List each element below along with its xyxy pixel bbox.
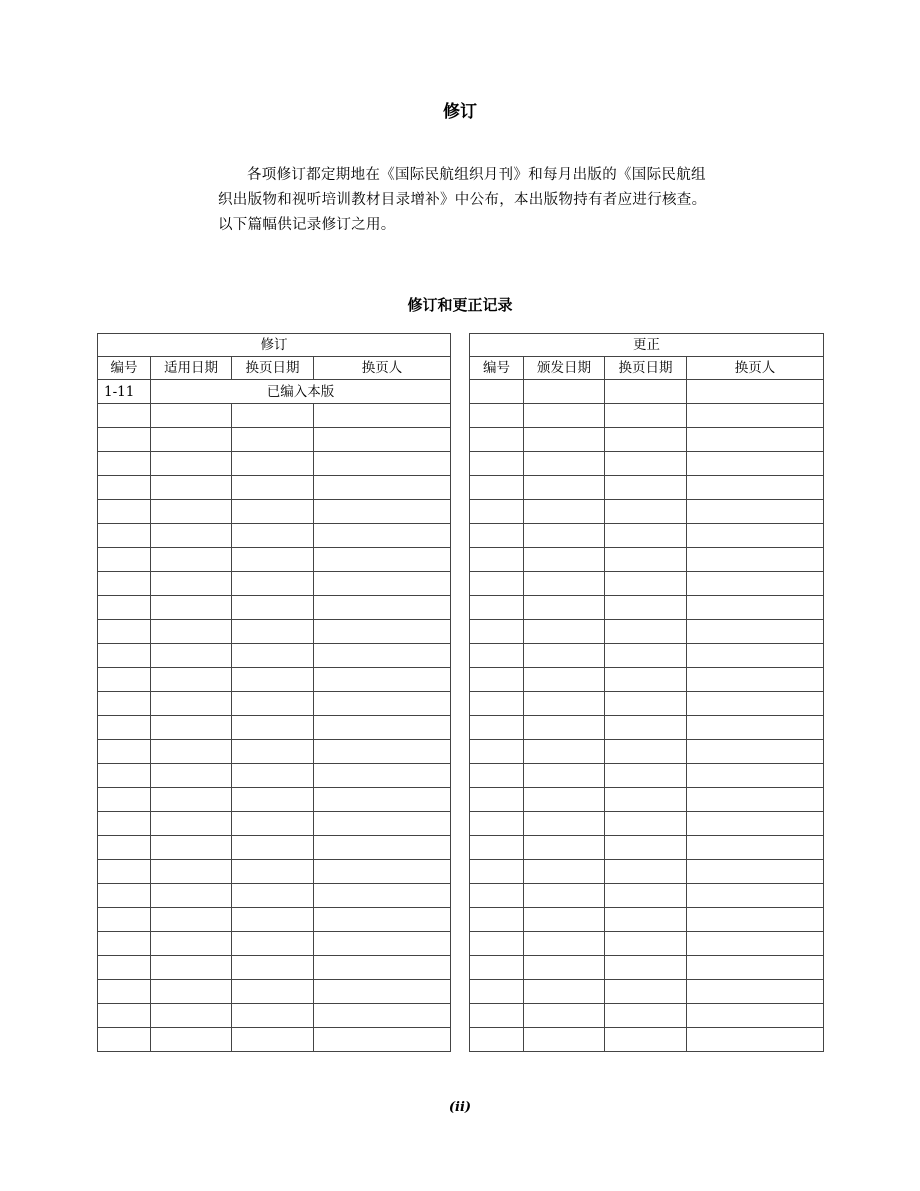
table-cell [687, 812, 824, 836]
table-cell [314, 500, 451, 524]
table-cell [151, 476, 232, 500]
table-cell [314, 524, 451, 548]
table-row [98, 644, 451, 668]
table-row [470, 620, 824, 644]
table-cell [151, 620, 232, 644]
table-cell [605, 980, 687, 1004]
table-cell [314, 1004, 451, 1028]
table-cell [232, 524, 314, 548]
table-cell [687, 548, 824, 572]
table-cell [524, 500, 605, 524]
column-header: 适用日期 [151, 357, 232, 380]
table-row [470, 764, 824, 788]
table-row [98, 1004, 451, 1028]
table-cell [151, 716, 232, 740]
table-row [98, 620, 451, 644]
table-cell [232, 428, 314, 452]
table-row [470, 932, 824, 956]
table-cell [470, 788, 524, 812]
table-row [98, 500, 451, 524]
table-cell [524, 668, 605, 692]
table-row [98, 956, 451, 980]
table-cell [314, 956, 451, 980]
table-cell [687, 932, 824, 956]
table-cell [98, 788, 151, 812]
table-row [470, 740, 824, 764]
table-cell [470, 620, 524, 644]
table-row [98, 452, 451, 476]
table-row [470, 1004, 824, 1028]
table-row [470, 596, 824, 620]
table-row [98, 884, 451, 908]
table-cell [98, 716, 151, 740]
table-cell [314, 572, 451, 596]
table-cell [98, 884, 151, 908]
table-cell [98, 404, 151, 428]
table-row [98, 668, 451, 692]
table-cell [98, 908, 151, 932]
table-cell [605, 620, 687, 644]
table-cell [232, 908, 314, 932]
table-cell [314, 908, 451, 932]
table-cell [470, 476, 524, 500]
table-row [98, 380, 451, 404]
table-cell [232, 476, 314, 500]
table-cell [605, 500, 687, 524]
amendments-column-row [98, 357, 451, 380]
table-cell [470, 812, 524, 836]
table-row [470, 548, 824, 572]
table-cell [151, 404, 232, 428]
table-cell [232, 452, 314, 476]
table-cell [524, 620, 605, 644]
table-cell [314, 980, 451, 1004]
table-cell [470, 524, 524, 548]
table-cell [98, 572, 151, 596]
table-cell [605, 548, 687, 572]
column-header: 换页日期 [605, 357, 687, 380]
table-cell [232, 1028, 314, 1052]
table-row [98, 596, 451, 620]
table-cell [470, 380, 524, 404]
table-row [470, 980, 824, 1004]
table-row [98, 740, 451, 764]
table-cell [687, 452, 824, 476]
table-cell [314, 812, 451, 836]
table-cell [524, 692, 605, 716]
table-row [98, 476, 451, 500]
table-cell [687, 524, 824, 548]
table-cell [470, 596, 524, 620]
table-cell [687, 788, 824, 812]
table-row [470, 380, 824, 404]
table-cell [98, 740, 151, 764]
table-cell [314, 836, 451, 860]
table-cell [232, 644, 314, 668]
table-cell [470, 572, 524, 596]
table-cell [605, 836, 687, 860]
table-cell [687, 644, 824, 668]
table-cell [605, 428, 687, 452]
table-cell [151, 884, 232, 908]
table-cell [98, 1004, 151, 1028]
table-cell [605, 476, 687, 500]
table-cell [151, 788, 232, 812]
table-row [98, 716, 451, 740]
table-row [98, 692, 451, 716]
table-cell [470, 860, 524, 884]
table-cell [524, 524, 605, 548]
table-cell [687, 956, 824, 980]
table-cell [232, 716, 314, 740]
table-row [470, 908, 824, 932]
table-cell [687, 908, 824, 932]
table-cell [687, 860, 824, 884]
table-cell [98, 812, 151, 836]
table-cell [687, 884, 824, 908]
record-subtitle: 修订和更正记录 [407, 296, 513, 314]
table-cell [314, 404, 451, 428]
table-row [98, 764, 451, 788]
table-cell [687, 740, 824, 764]
table-cell [524, 1004, 605, 1028]
table-cell [605, 380, 687, 404]
page-title: 修订 [443, 102, 477, 122]
table-cell [470, 932, 524, 956]
table-cell [98, 644, 151, 668]
table-cell [524, 740, 605, 764]
table-cell [232, 860, 314, 884]
table-cell [470, 1028, 524, 1052]
table-cell [151, 524, 232, 548]
table-cell [687, 620, 824, 644]
table-cell [605, 764, 687, 788]
table-cell [605, 572, 687, 596]
table-cell [232, 620, 314, 644]
table-cell [151, 764, 232, 788]
table-cell [524, 476, 605, 500]
table-row [470, 716, 824, 740]
table-cell [470, 980, 524, 1004]
table-cell [314, 884, 451, 908]
table-cell [151, 860, 232, 884]
table-row [470, 860, 824, 884]
table-cell [151, 428, 232, 452]
table-cell [314, 1028, 451, 1052]
table-cell [524, 980, 605, 1004]
table-cell [314, 668, 451, 692]
table-cell [687, 596, 824, 620]
corrigenda-heading-row [470, 334, 824, 357]
table-cell [98, 620, 151, 644]
column-header: 换页日期 [232, 357, 314, 380]
table-cell [470, 908, 524, 932]
table-cell [151, 452, 232, 476]
table-cell [524, 644, 605, 668]
table-row [98, 836, 451, 860]
table-cell [151, 740, 232, 764]
table-cell [314, 740, 451, 764]
table-cell [687, 1004, 824, 1028]
table-cell [151, 932, 232, 956]
table-cell [687, 836, 824, 860]
table-cell [687, 668, 824, 692]
table-row [98, 428, 451, 452]
table-cell [687, 380, 824, 404]
table-cell [151, 548, 232, 572]
table-cell [98, 548, 151, 572]
intro-paragraph: 各项修订都定期地在《国际民航组织月刊》和每月出版的《国际民航组织出版物和视听培训教材目录增补》中公布，本出版物持有者应进行核查。以下篇幅供记录修订之用。 [218, 167, 707, 233]
table-cell [687, 980, 824, 1004]
table-row [470, 476, 824, 500]
table-cell [470, 452, 524, 476]
table-row [98, 524, 451, 548]
table-cell [524, 860, 605, 884]
table-cell [151, 908, 232, 932]
table-row [98, 932, 451, 956]
table-cell [605, 644, 687, 668]
table-row [470, 644, 824, 668]
table-cell [314, 644, 451, 668]
table-cell [605, 812, 687, 836]
table-cell [470, 428, 524, 452]
table-row [98, 908, 451, 932]
table-cell [605, 740, 687, 764]
table-cell [524, 908, 605, 932]
table-cell [98, 932, 151, 956]
table-row [98, 572, 451, 596]
table-row [98, 1028, 451, 1052]
table-cell [524, 572, 605, 596]
table-row [470, 668, 824, 692]
table-cell [524, 716, 605, 740]
table-row [470, 500, 824, 524]
table-cell [98, 452, 151, 476]
table-cell [98, 764, 151, 788]
table-row [470, 788, 824, 812]
table-row [470, 884, 824, 908]
table-cell [524, 1028, 605, 1052]
table-cell [687, 716, 824, 740]
table-cell [470, 692, 524, 716]
table-cell [232, 980, 314, 1004]
table-cell [687, 764, 824, 788]
amendments-heading: 修订 [98, 334, 451, 357]
table-cell [98, 500, 151, 524]
table-cell [605, 692, 687, 716]
table-cell [524, 380, 605, 404]
table-cell [232, 668, 314, 692]
table-cell [232, 932, 314, 956]
table-row [98, 812, 451, 836]
table-row [98, 980, 451, 1004]
table-cell [687, 572, 824, 596]
table-row [470, 404, 824, 428]
table-row [470, 524, 824, 548]
table-cell [314, 548, 451, 572]
table-cell [524, 884, 605, 908]
table-cell [232, 596, 314, 620]
table-row [98, 404, 451, 428]
table-cell [98, 956, 151, 980]
table-cell [232, 548, 314, 572]
table-cell [687, 1028, 824, 1052]
table-cell [470, 884, 524, 908]
table-cell [98, 1028, 151, 1052]
table-cell [232, 884, 314, 908]
table-cell [232, 740, 314, 764]
table-cell [687, 500, 824, 524]
table-cell [687, 692, 824, 716]
page-number: (ii) [448, 1100, 472, 1115]
table-row [470, 572, 824, 596]
table-cell [98, 476, 151, 500]
corrigenda-table [469, 333, 824, 1052]
table-cell [524, 764, 605, 788]
table-cell [232, 404, 314, 428]
table-cell [470, 836, 524, 860]
table-cell [605, 668, 687, 692]
table-cell [605, 908, 687, 932]
table-row [98, 788, 451, 812]
table-cell [151, 1028, 232, 1052]
table-cell [524, 404, 605, 428]
table-row [470, 836, 824, 860]
table-cell [470, 956, 524, 980]
table-row [98, 860, 451, 884]
table-cell [151, 596, 232, 620]
table-row [98, 548, 451, 572]
column-header: 编号 [470, 357, 524, 380]
table-row [470, 812, 824, 836]
table-row [470, 1028, 824, 1052]
table-cell [605, 1004, 687, 1028]
table-cell [232, 764, 314, 788]
table-cell [151, 980, 232, 1004]
table-cell [151, 644, 232, 668]
table-cell [524, 452, 605, 476]
column-header: 换页人 [314, 357, 451, 380]
table-cell [98, 692, 151, 716]
table-cell [687, 404, 824, 428]
table-cell [605, 716, 687, 740]
table-cell [314, 692, 451, 716]
table-cell [151, 812, 232, 836]
amendment-number: 1-11 [98, 380, 151, 404]
table-cell [605, 932, 687, 956]
table-cell [314, 860, 451, 884]
table-cell [470, 500, 524, 524]
table-cell [314, 452, 451, 476]
column-header: 颁发日期 [524, 357, 605, 380]
table-cell [470, 716, 524, 740]
table-cell [470, 668, 524, 692]
table-cell [524, 956, 605, 980]
table-cell [524, 428, 605, 452]
table-cell [605, 788, 687, 812]
table-cell [232, 692, 314, 716]
amendment-note: 已编入本版 [151, 380, 451, 404]
table-cell [151, 500, 232, 524]
table-cell [98, 596, 151, 620]
table-cell [151, 668, 232, 692]
table-cell [232, 572, 314, 596]
table-cell [232, 500, 314, 524]
table-cell [605, 1028, 687, 1052]
table-cell [314, 476, 451, 500]
column-header: 换页人 [687, 357, 824, 380]
table-cell [314, 428, 451, 452]
table-cell [232, 812, 314, 836]
table-cell [470, 764, 524, 788]
table-cell [524, 836, 605, 860]
table-cell [98, 836, 151, 860]
table-cell [605, 404, 687, 428]
table-cell [524, 788, 605, 812]
table-cell [151, 836, 232, 860]
table-cell [98, 524, 151, 548]
table-row [470, 956, 824, 980]
table-cell [687, 428, 824, 452]
column-header: 编号 [98, 357, 151, 380]
table-cell [605, 860, 687, 884]
table-cell [470, 644, 524, 668]
table-cell [151, 956, 232, 980]
table-cell [524, 548, 605, 572]
table-cell [524, 932, 605, 956]
table-row [470, 452, 824, 476]
table-cell [232, 788, 314, 812]
corrigenda-column-row [470, 357, 824, 380]
table-cell [151, 1004, 232, 1028]
amendments-table [97, 333, 451, 1052]
table-cell [470, 740, 524, 764]
table-cell [605, 452, 687, 476]
table-cell [524, 812, 605, 836]
table-cell [314, 932, 451, 956]
table-cell [605, 956, 687, 980]
table-cell [470, 404, 524, 428]
table-cell [470, 548, 524, 572]
table-cell [232, 956, 314, 980]
amendments-heading-row [98, 334, 451, 357]
table-cell [232, 836, 314, 860]
table-cell [98, 668, 151, 692]
table-cell [470, 1004, 524, 1028]
table-cell [151, 572, 232, 596]
table-row [470, 692, 824, 716]
table-cell [98, 428, 151, 452]
table-cell [151, 692, 232, 716]
table-cell [524, 596, 605, 620]
table-row [470, 428, 824, 452]
table-cell [314, 764, 451, 788]
table-cell [98, 860, 151, 884]
table-cell [605, 884, 687, 908]
table-cell [314, 788, 451, 812]
table-cell [232, 1004, 314, 1028]
table-cell [314, 716, 451, 740]
table-cell [314, 596, 451, 620]
table-cell [98, 980, 151, 1004]
table-cell [605, 524, 687, 548]
table-cell [687, 476, 824, 500]
table-cell [605, 596, 687, 620]
table-cell [314, 620, 451, 644]
corrigenda-heading: 更正 [470, 334, 824, 357]
